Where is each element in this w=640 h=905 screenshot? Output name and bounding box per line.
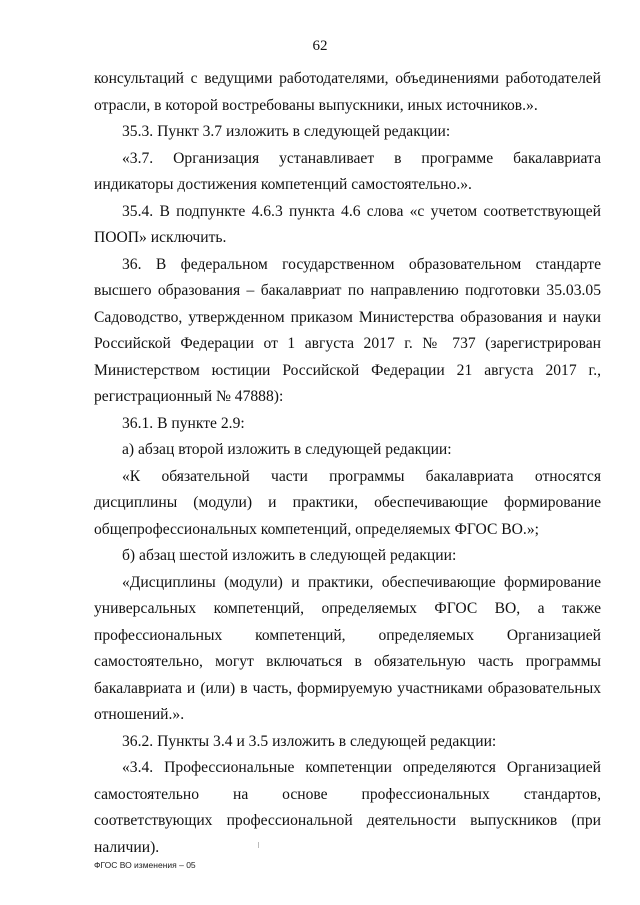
paragraph-5: 36. В федеральном государственном образовательном стандарте высшего образования – бакалавриат по направлению подготовки 35.03.05 Садоводство, утвержденном приказом Министерства образования и науки Российской Федерации от 1 августа 2017 г. № 737 (зарегистрирован Министерством юстиции Российской Федерации 21 августа 2017 г., регистрационный № 47888): xyxy=(94,255,601,405)
paragraph-12: «3.4. Профессиональные компетенции определяются Организацией самостоятельно на основе профессиональных стандартов, соответствующих профессиональной деятельности выпускников (при наличии). xyxy=(94,759,601,856)
page-number: 62 xyxy=(312,38,328,54)
document-body xyxy=(94,66,601,861)
paragraph-11: 36.2. Пункты 3.4 и 3.5 изложить в следующей редакции: xyxy=(122,732,497,750)
paragraph-3: «3.7. Организация устанавливает в программе бакалавриата индикаторы достижения компетенций самостоятельно.». xyxy=(94,149,601,193)
page-footer: ФГОС ВО изменения – 05 xyxy=(94,860,196,870)
paragraph-9: б) абзац шестой изложить в следующей редакции: xyxy=(122,547,457,564)
paragraph-6: 36.1. В пункте 2.9: xyxy=(122,414,245,432)
paragraph-8: «К обязательной части программы бакалавриата относятся дисциплины (модули) и практики, обеспечивающие формирование общепрофессиональных компетенций, определяемых ФГОС ВО.»; xyxy=(94,467,601,538)
paragraph-1: консультаций с ведущими работодателями, объединениями работодателей отрасли, в которой востребованы выпускники, иных источников.». xyxy=(94,70,601,114)
scan-artifact-mark xyxy=(258,842,259,848)
paragraph-2: 35.3. Пункт 3.7 изложить в следующей редакции: xyxy=(122,123,451,140)
paragraph-7: а) абзац второй изложить в следующей редакции: xyxy=(122,441,452,458)
paragraph-4: 35.4. В подпункте 4.6.3 пункта 4.6 слова «с учетом соответствующей ПООП» исключить. xyxy=(94,202,601,246)
paragraph-10: «Дисциплины (модули) и практики, обеспечивающие формирование универсальных компетенций, определяемых ФГОС ВО, а также профессиональных компетенций, определяемых Организацией самостоятельно, могут включаться в обязательную часть программы бакалавриата и (или) в часть, формируемую участниками образовательных отношений.». xyxy=(94,573,601,723)
